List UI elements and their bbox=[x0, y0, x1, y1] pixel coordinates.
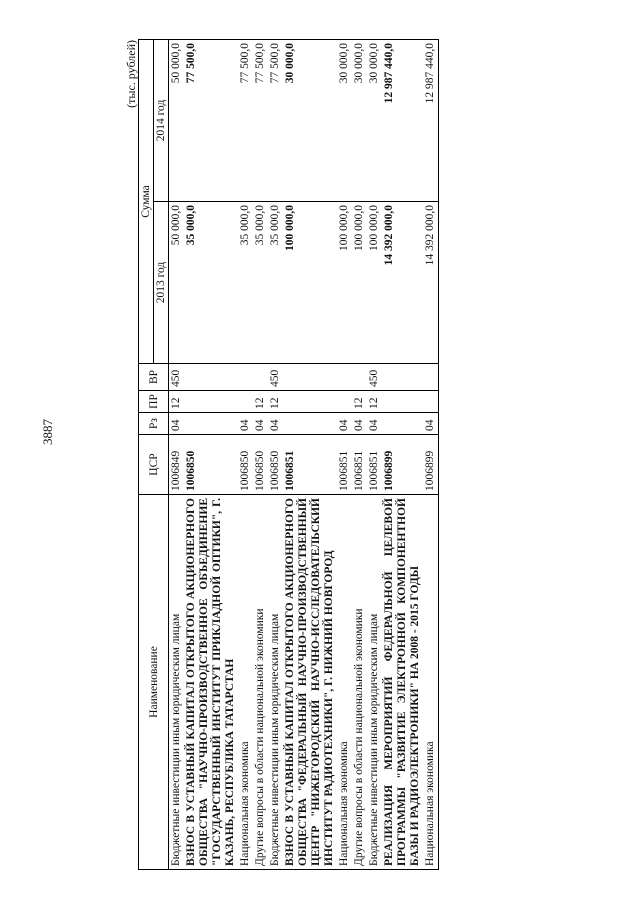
budget-table-page bbox=[124, 40, 549, 870]
row-rz: 04 bbox=[337, 413, 352, 435]
row-rz: 04 bbox=[238, 413, 253, 435]
row-sum-2013: 14 392 000,0 bbox=[382, 202, 423, 364]
header-year-2013: 2013 год bbox=[154, 202, 169, 364]
row-name: ВЗНОС В УСТАВНЫЙ КАПИТАЛ ОТКРЫТОГО АКЦИОНЕРНОГО ОБЩЕСТВА "НАУЧНО-ПРОИЗВОДСТВЕННОЕ ОБЪЕДИНЕНИЕ "ГОСУДАРСТВЕННЫЙ ИНСТИТУТ ПРИКЛАДНОЙ ОПТИКИ", Г. КАЗАНЬ, РЕСПУБЛИКА ТАТАРСТАН bbox=[184, 495, 238, 870]
row-csr: 1006850 bbox=[268, 435, 283, 495]
row-sum-2014: 77 500,0 bbox=[238, 39, 253, 201]
row-rz: 04 bbox=[367, 413, 382, 435]
page-number: 3887 bbox=[40, 419, 55, 445]
row-name: Национальная экономика bbox=[238, 495, 253, 870]
row-sum-2013: 100 000,0 bbox=[337, 202, 352, 364]
table-body bbox=[169, 39, 439, 869]
table-row bbox=[283, 39, 337, 869]
row-sum-2013: 100 000,0 bbox=[352, 202, 367, 364]
row-sum-2014: 30 000,0 bbox=[367, 39, 382, 201]
row-vr bbox=[184, 364, 238, 391]
row-csr: 1006849 bbox=[169, 435, 185, 495]
row-rz: 04 bbox=[352, 413, 367, 435]
row-vr bbox=[283, 364, 337, 391]
row-name: Бюджетные инвестиции иным юридическим лицам bbox=[268, 495, 283, 870]
header-pr: ПР bbox=[139, 391, 169, 413]
header-csr: ЦСР bbox=[139, 435, 169, 495]
row-sum-2014: 30 000,0 bbox=[337, 39, 352, 201]
row-rz bbox=[184, 413, 238, 435]
header-vr: ВР bbox=[139, 364, 169, 391]
row-vr bbox=[253, 364, 268, 391]
table-row bbox=[169, 39, 185, 869]
row-csr: 1006851 bbox=[367, 435, 382, 495]
table-row bbox=[382, 39, 423, 869]
row-vr bbox=[352, 364, 367, 391]
row-pr bbox=[423, 391, 439, 413]
table-row bbox=[253, 39, 268, 869]
row-pr bbox=[238, 391, 253, 413]
row-rz: 04 bbox=[423, 413, 439, 435]
row-csr: 1006899 bbox=[382, 435, 423, 495]
row-rz: 04 bbox=[169, 413, 185, 435]
row-vr bbox=[382, 364, 423, 391]
row-vr bbox=[238, 364, 253, 391]
row-name: Национальная экономика bbox=[423, 495, 439, 870]
table-row bbox=[423, 39, 439, 869]
table-row bbox=[268, 39, 283, 869]
table-row bbox=[238, 39, 253, 869]
table-row bbox=[352, 39, 367, 869]
row-csr: 1006850 bbox=[253, 435, 268, 495]
row-sum-2014: 77 500,0 bbox=[184, 39, 238, 201]
row-rz: 04 bbox=[253, 413, 268, 435]
row-vr: 450 bbox=[169, 364, 185, 391]
row-csr: 1006851 bbox=[352, 435, 367, 495]
row-sum-2014: 50 000,0 bbox=[169, 39, 185, 201]
row-pr: 12 bbox=[253, 391, 268, 413]
row-sum-2013: 100 000,0 bbox=[283, 202, 337, 364]
row-sum-2013: 35 000,0 bbox=[268, 202, 283, 364]
budget-table bbox=[138, 39, 439, 870]
row-name: РЕАЛИЗАЦИЯ МЕРОПРИЯТИЙ ФЕДЕРАЛЬНОЙ ЦЕЛЕВОЙ ПРОГРАММЫ "РАЗВИТИЕ ЭЛЕКТРОННОЙ КОМПОНЕНТНОЙ БАЗЫ И РАДИОЭЛЕКТРОНИКИ" НА 2008 - 2015 ГОДЫ bbox=[382, 495, 423, 870]
header-rz: Рз bbox=[139, 413, 169, 435]
row-sum-2013: 14 392 000,0 bbox=[423, 202, 439, 364]
row-vr bbox=[337, 364, 352, 391]
row-sum-2013: 100 000,0 bbox=[367, 202, 382, 364]
row-sum-2013: 50 000,0 bbox=[169, 202, 185, 364]
header-name: Наименование bbox=[139, 495, 169, 870]
row-rz bbox=[283, 413, 337, 435]
row-sum-2014: 30 000,0 bbox=[352, 39, 367, 201]
row-name: Бюджетные инвестиции иным юридическим лицам bbox=[367, 495, 382, 870]
row-vr: 450 bbox=[268, 364, 283, 391]
row-name: ВЗНОС В УСТАВНЫЙ КАПИТАЛ ОТКРЫТОГО АКЦИОНЕРНОГО ОБЩЕСТВА "ФЕДЕРАЛЬНЫЙ НАУЧНО-ПРОИЗВОДСТВЕННЫЙ ЦЕНТР "НИЖЕГОРОДСКИЙ НАУЧНО-ИССЛЕДОВАТЕЛЬСКИЙ ИНСТИТУТ РАДИОТЕХНИКИ", Г. НИЖНИЙ НОВГОРОД bbox=[283, 495, 337, 870]
row-vr: 450 bbox=[367, 364, 382, 391]
row-sum-2014: 30 000,0 bbox=[283, 39, 337, 201]
row-csr: 1006850 bbox=[184, 435, 238, 495]
row-sum-2013: 35 000,0 bbox=[184, 202, 238, 364]
row-pr bbox=[283, 391, 337, 413]
row-pr bbox=[337, 391, 352, 413]
table-row bbox=[184, 39, 238, 869]
row-pr: 12 bbox=[169, 391, 185, 413]
row-sum-2014: 12 987 440,0 bbox=[382, 39, 423, 201]
row-pr: 12 bbox=[352, 391, 367, 413]
header-sum: Сумма bbox=[139, 39, 154, 363]
row-sum-2013: 35 000,0 bbox=[238, 202, 253, 364]
row-sum-2014: 77 500,0 bbox=[253, 39, 268, 201]
row-pr bbox=[382, 391, 423, 413]
row-pr bbox=[184, 391, 238, 413]
row-sum-2013: 35 000,0 bbox=[253, 202, 268, 364]
row-pr: 12 bbox=[268, 391, 283, 413]
header-year-2014: 2014 год bbox=[154, 39, 169, 201]
row-csr: 1006851 bbox=[337, 435, 352, 495]
row-vr bbox=[423, 364, 439, 391]
table-row bbox=[367, 39, 382, 869]
table-row bbox=[337, 39, 352, 869]
row-rz: 04 bbox=[268, 413, 283, 435]
units-label: (тыс. рублей) bbox=[124, 40, 138, 108]
row-name: Бюджетные инвестиции иным юридическим лицам bbox=[169, 495, 185, 870]
row-name: Другие вопросы в области национальной экономики bbox=[253, 495, 268, 870]
row-name: Другие вопросы в области национальной экономики bbox=[352, 495, 367, 870]
row-csr: 1006899 bbox=[423, 435, 439, 495]
row-csr: 1006850 bbox=[238, 435, 253, 495]
row-name: Национальная экономика bbox=[337, 495, 352, 870]
row-rz bbox=[382, 413, 423, 435]
row-sum-2014: 12 987 440,0 bbox=[423, 39, 439, 201]
row-pr: 12 bbox=[367, 391, 382, 413]
row-sum-2014: 77 500,0 bbox=[268, 39, 283, 201]
row-csr: 1006851 bbox=[283, 435, 337, 495]
